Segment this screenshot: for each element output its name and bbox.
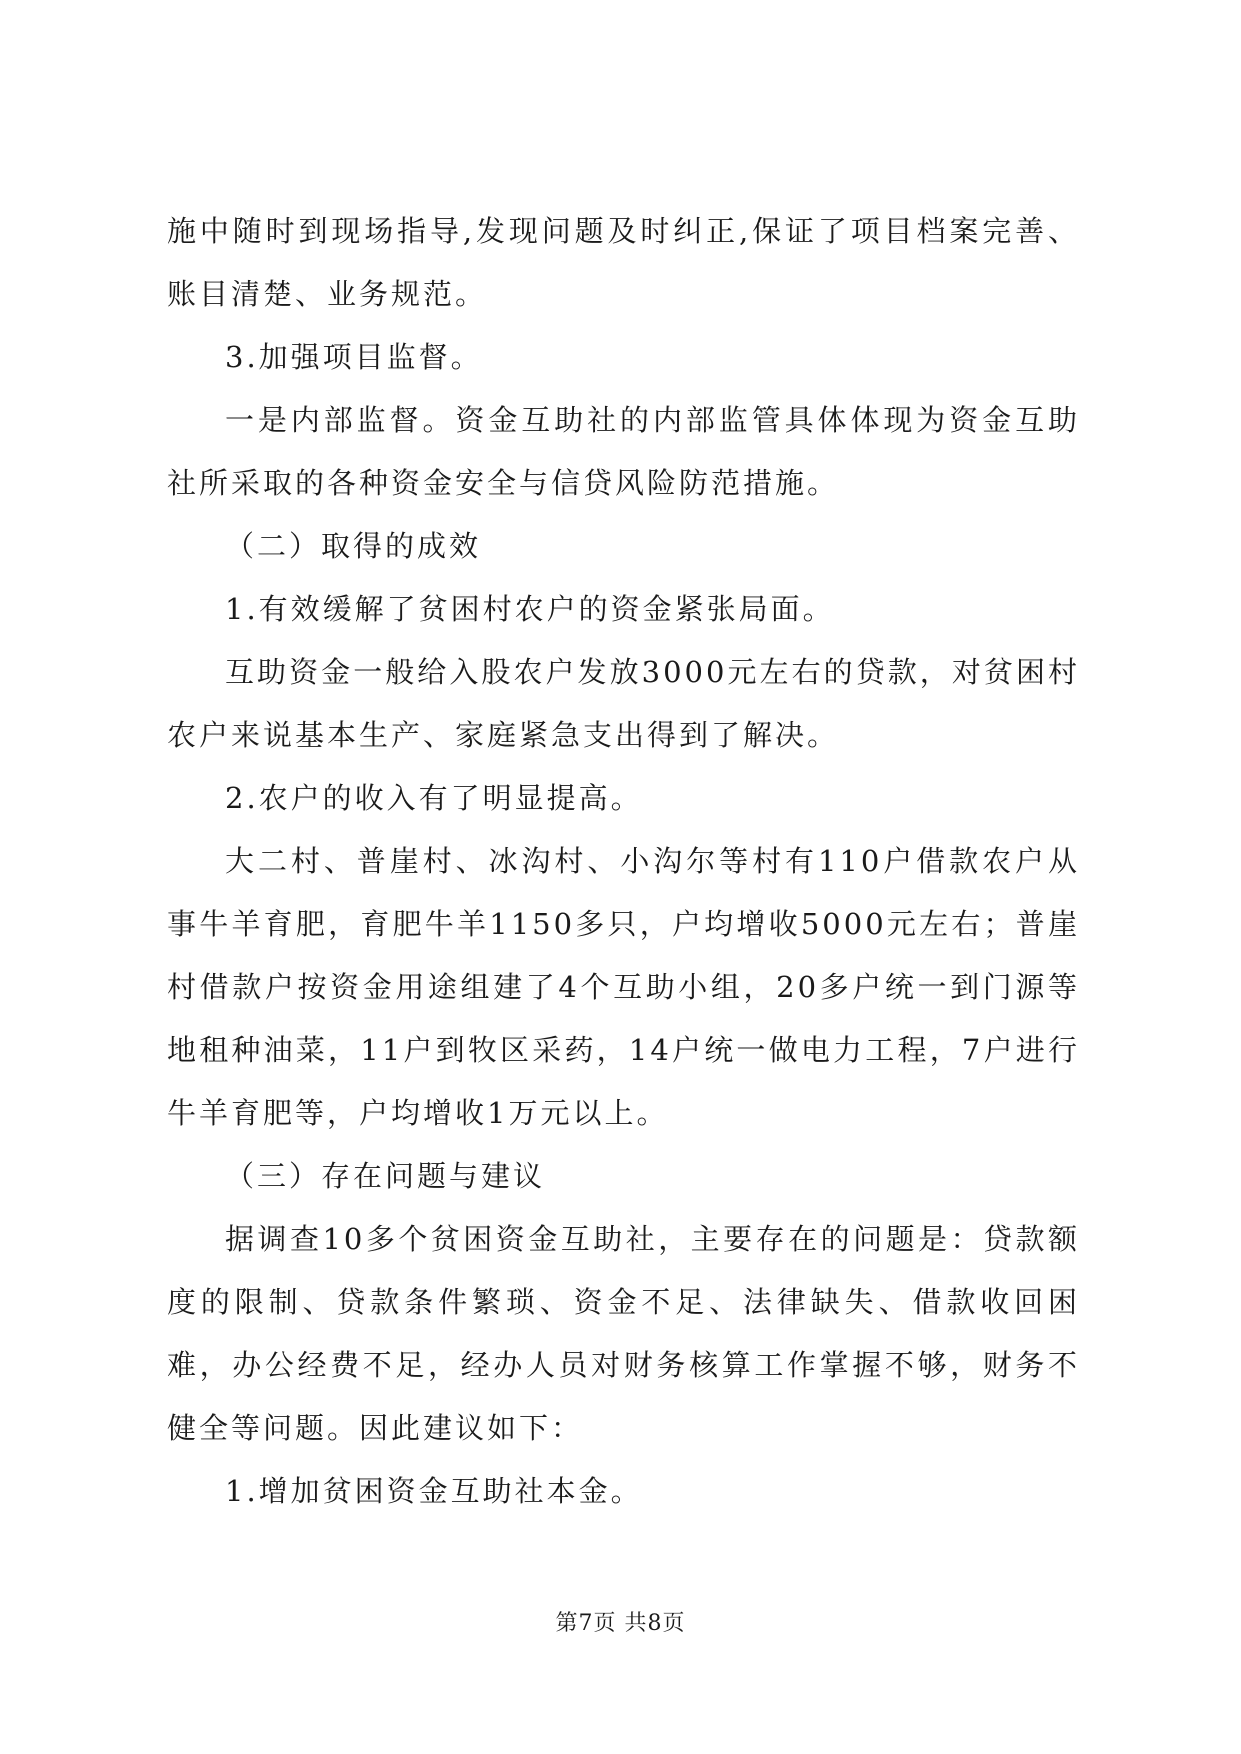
body-paragraph-village-results: 大二村、普崖村、冰沟村、小沟尔等村有110户借款农户从事牛羊育肥，育肥牛羊1150多只，户均增收5000元左右；普崖村借款户按资金用途组建了4个互助小组，20多户统一到门源等地租种油菜，11户到牧区采药，14户统一做电力工程，7户进行牛羊育肥等，户均增收1万元以上。	[167, 844, 1080, 1130]
body-paragraph-problems: 据调查10多个贫困资金互助社，主要存在的问题是：贷款额度的限制、贷款条件繁琐、资金不足、法律缺失、借款收回困难，办公经费不足，经办人员对财务核算工作掌握不够，财务不健全等问题。因此建议如下：	[167, 1222, 1080, 1445]
section-heading-problems-suggestions: （三）存在问题与建议	[225, 1159, 546, 1193]
page-number-footer: 第7页 共8页	[555, 1611, 686, 1636]
subheading-increase-capital: 1.增加贫困资金互助社本金。	[225, 1474, 643, 1508]
document-body	[167, 200, 1080, 1523]
subheading-income-increase: 2.农户的收入有了明显提高。	[225, 781, 643, 815]
section-heading-achievements: （二）取得的成效	[225, 529, 482, 563]
subheading-relieve-funding: 1.有效缓解了贫困村农户的资金紧张局面。	[225, 592, 835, 626]
body-paragraph-internal-supervision: 一是内部监督。资金互助社的内部监管具体体现为资金互助社所采取的各种资金安全与信贷风险防范措施。	[167, 403, 1080, 500]
body-paragraph-loans: 互助资金一般给入股农户发放3000元左右的贷款，对贫困村农户来说基本生产、家庭紧急支出得到了解决。	[167, 655, 1080, 752]
subheading-strengthen-supervision: 3.加强项目监督。	[225, 340, 483, 374]
body-paragraph-continuation: 施中随时到现场指导,发现问题及时纠正,保证了项目档案完善、账目清楚、业务规范。	[167, 214, 1080, 311]
